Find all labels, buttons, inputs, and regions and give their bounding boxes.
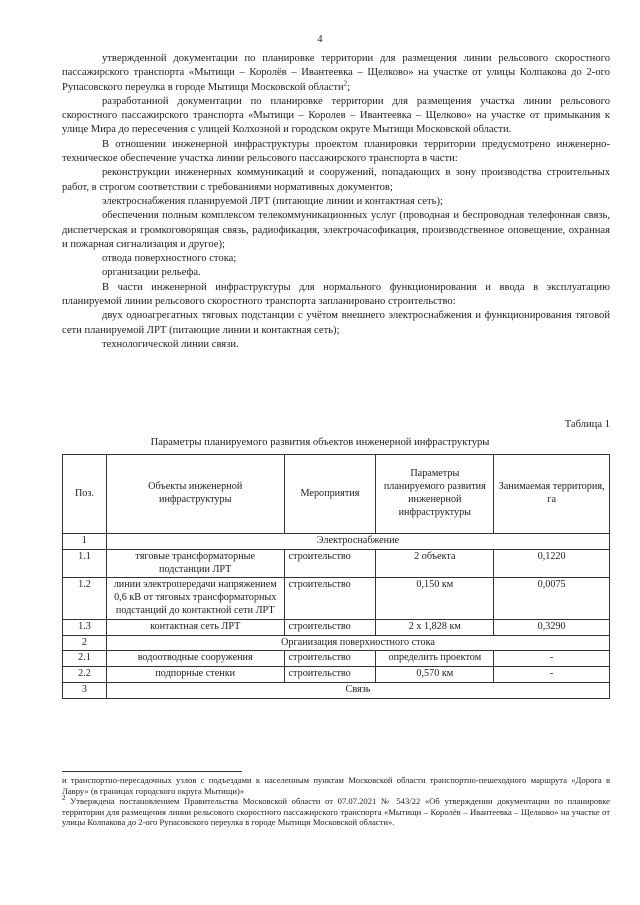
paragraph: технологической линии связи. [102, 338, 239, 350]
table-row [63, 667, 610, 683]
section-title: Связь [106, 682, 609, 698]
paragraph: В отношении инженерной инфраструктуры проектом планировки территории предусмотрено инженерно-техническое обеспечение участка линии рельсового пассажирского транспорта в части: [62, 138, 610, 165]
cell-object: контактная сеть ЛРТ [106, 619, 284, 635]
cell-action: строительство [284, 667, 376, 683]
table-title: Параметры планируемого развития объектов инженерной инфраструктуры [150, 437, 490, 448]
cell-pos: 2.2 [63, 667, 107, 683]
cell-object: линии электропередачи напряжением 0,6 кВ от тяговых трансформаторных подстанций до контактной сети ЛРТ [106, 578, 284, 619]
cell-object: водоотводные сооружения [106, 651, 284, 667]
paragraph: разработанной документации по планировке территории для размещения участка линии рельсового скоростного пассажирского транспорта «Мытищи – Королев – Ивантеевка – Щелково» на участке от примыкания к улице Мира до пересечения с улицей Колхозной и городском округе Мытищи Московской области. [62, 95, 610, 136]
section-row [63, 534, 610, 550]
cell-action: строительство [284, 549, 376, 578]
section-row [63, 682, 610, 698]
cell-area: 0,0075 [494, 578, 610, 619]
cell-action: строительство [284, 651, 376, 667]
cell-action: строительство [284, 578, 376, 619]
cell-params: 0,150 км [376, 578, 494, 619]
footnote-ref: 2 [343, 79, 348, 88]
cell-params: определить проектом [376, 651, 494, 667]
footnote [62, 796, 610, 828]
cell-params: 0,570 км [376, 667, 494, 683]
cell-pos: 1.2 [63, 578, 107, 619]
paragraph-text: утвержденной документации по планировке территории для размещения линии рельсового скоростного пассажирского транспорта «Мытищи – Королёв – Ивантеевка – Щелково» на участке от улицы Колпакова до 2-ого Рупасовского переулка в городе Мытищи Московской области [62, 53, 610, 93]
cell-action: строительство [284, 619, 376, 635]
paragraph: В части инженерной инфраструктуры для нормального функционирования и ввода в эксплуатацию планируемой линии рельсового скоростного транспорта запланировано строительство: [62, 281, 610, 308]
cell-pos: 2.1 [63, 651, 107, 667]
footnote-text: Утверждена постановлением Правительства Московской области от 07.07.2021 № 543/22 «Об утверждении документации по планировке территории для размещения линии рельсового скоростного пассажирского транспорта «Мытищи – Королёв – Ивантеевка – Щелково» на участке от улицы Колпакова до 2-ого Рупасовского переулка в городе Мытищи Московской области». [62, 796, 610, 827]
table-row [63, 549, 610, 578]
paragraph-tail: ; [347, 81, 351, 93]
footnotes [62, 775, 610, 828]
section-number: 1 [63, 534, 107, 550]
footnote [62, 775, 610, 796]
table-row [63, 651, 610, 667]
header-params: Параметры планируемого развития инженерной инфраструктуры [376, 455, 494, 534]
section-row [63, 635, 610, 651]
footnote-divider [62, 771, 242, 772]
cell-area: 0,3290 [494, 619, 610, 635]
header-pos: Поз. [63, 455, 107, 534]
cell-area: 0,1220 [494, 549, 610, 578]
table-row [63, 578, 610, 619]
header-action: Мероприятия [284, 455, 376, 534]
cell-object: подпорные стенки [106, 667, 284, 683]
paragraph [62, 52, 610, 95]
section-number: 2 [63, 635, 107, 651]
page-number: 4 [317, 34, 323, 45]
cell-params: 2 х 1,828 км [376, 619, 494, 635]
paragraph: организации рельефа. [102, 267, 201, 279]
cell-pos: 1.1 [63, 549, 107, 578]
paragraph: обеспечения полным комплексом телекоммуникационных услуг (проводная и беспроводная телефонная связь, диспетчерская и громкоговорящая связь, радиофикация, электрочасофикация, производственное оповещение, охранная и пожарная сигнализация и другое); [62, 210, 610, 250]
cell-area: - [494, 667, 610, 683]
paragraph: двух одноагрегатных тяговых подстанции с учётом внешнего электроснабжения и функционирования тяговой сети планируемой ЛРТ (питающие линии и контактная сеть); [62, 310, 610, 336]
cell-object: тяговые трансформаторные подстанции ЛРТ [106, 549, 284, 578]
cell-params: 2 объекта [376, 549, 494, 578]
section-title: Электроснабжение [106, 534, 609, 550]
paragraph: электроснабжения планируемой ЛРТ (питающие линии и контактная сеть); [102, 195, 443, 207]
header-area: Занимаемая территория, га [494, 455, 610, 534]
table-caption: Таблица 1 [564, 419, 610, 430]
section-number: 3 [63, 682, 107, 698]
section-title: Организация поверхностного стока [106, 635, 609, 651]
table-header-row [63, 455, 610, 534]
paragraph: отвода поверхностного стока; [102, 253, 237, 265]
body-text [62, 52, 610, 352]
cell-pos: 1.3 [63, 619, 107, 635]
paragraph: реконструкции инженерных коммуникаций и сооружений, попадающих в зону производства строительных работ, в строгом соответствии с требованиями нормативных документов; [62, 167, 610, 193]
infrastructure-table [62, 454, 610, 699]
footnote-mark: 2 [62, 794, 66, 803]
cell-area: - [494, 651, 610, 667]
header-object: Объекты инженерной инфраструктуры [106, 455, 284, 534]
footnote-text: и транспортно-пересадочных узлов с подъездами к населенным пунктам Московской области транспортно-пешеходного маршрута «Дорога в Лавру» (в границах городского округа Мытищи)» [62, 775, 610, 796]
table-row [63, 619, 610, 635]
